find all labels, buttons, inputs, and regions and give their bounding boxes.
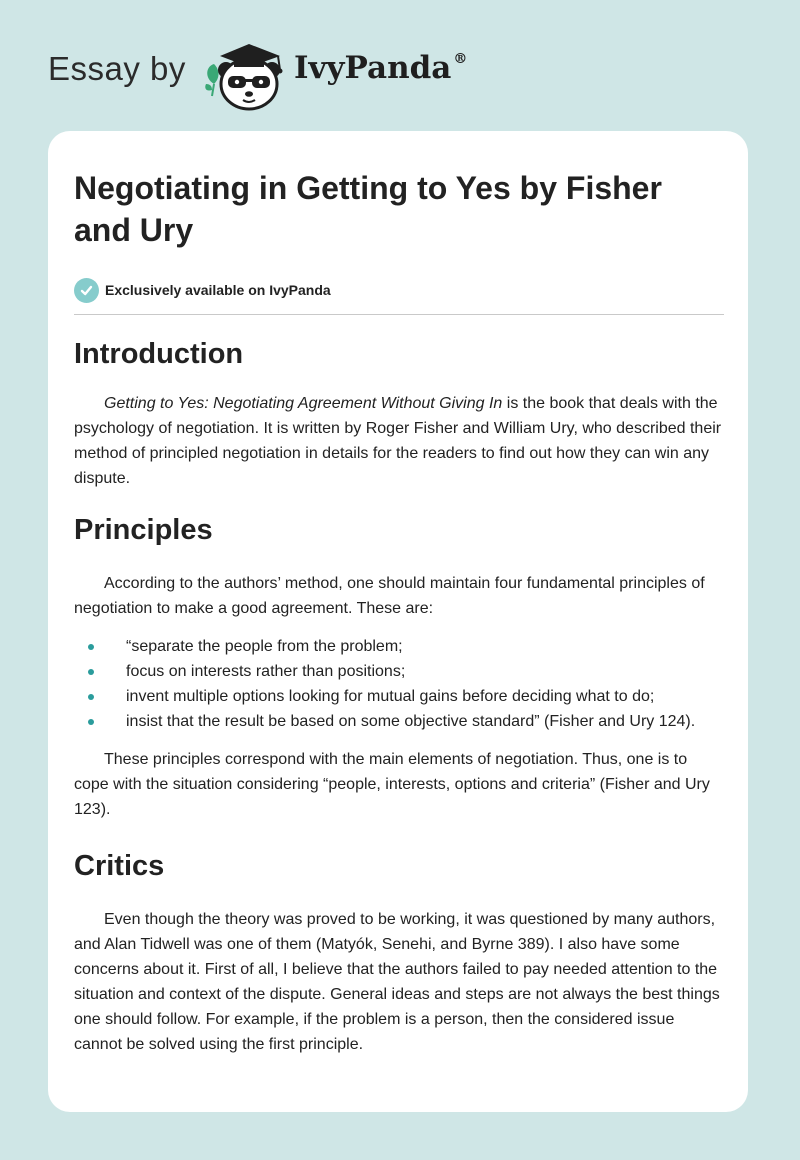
check-icon	[74, 278, 99, 303]
heading-introduction: Introduction	[74, 338, 244, 370]
title-divider	[74, 314, 724, 315]
heading-critics: Critics	[74, 850, 165, 882]
list-item-text: invent multiple options looking for mutual gains before deciding what to do;	[126, 688, 655, 705]
heading-principles: Principles	[74, 514, 213, 546]
exclusive-badge	[74, 277, 724, 303]
introduction-paragraph	[74, 391, 724, 491]
essay-content	[74, 167, 724, 1057]
panda-logo-icon[interactable]	[200, 34, 292, 114]
list-item	[74, 709, 724, 734]
essay-title: Negotiating in Getting to Yes by Fisher and Ury	[74, 170, 662, 248]
list-item	[74, 634, 724, 659]
book-title: Getting to Yes: Negotiating Agreement Without Giving In	[104, 395, 503, 412]
essay-by-label: Essay by	[48, 50, 186, 87]
introduction-text: is the book that deals with the psychology of negotiation. It is written by Roger Fisher and William Ury, who described their method of principled negotiation in details for the readers to find out how they can win any dispute.	[74, 395, 722, 487]
list-item-text: focus on interests rather than positions;	[126, 663, 406, 680]
brand-text: IvyPanda	[294, 50, 452, 86]
list-item-text: insist that the result be based on some objective standard” (Fisher and Ury 124).	[126, 713, 696, 730]
site-header	[0, 0, 800, 120]
principles-followup: These principles correspond with the main elements of negotiation. Thus, one is to cope with the situation considering “people, interests, options and criteria” (Fisher and Ury 123).	[74, 751, 710, 818]
bullet-icon	[88, 644, 94, 650]
bullet-icon	[88, 719, 94, 725]
brand-name[interactable]	[294, 50, 467, 86]
list-item	[74, 659, 724, 684]
list-item	[74, 684, 724, 709]
registered-mark: ®	[453, 50, 468, 67]
critics-paragraph: Even though the theory was proved to be working, it was questioned by many authors, and Alan Tidwell was one of them (Matyók, Senehi, and Byrne 389). I also have some concerns about it. First of all, I believe that the authors failed to pay needed attention to the situation and context of the dispute. General ideas and steps are not always the best things one should follow. For example, if the problem is a person, then the considered issue cannot be solved using the first principle.	[74, 911, 720, 1053]
bullet-icon	[88, 694, 94, 700]
bullet-icon	[88, 669, 94, 675]
list-item-text: “separate the people from the problem;	[126, 638, 403, 655]
exclusive-label: Exclusively available on IvyPanda	[105, 282, 331, 298]
principles-list	[74, 634, 724, 734]
principles-intro: According to the authors’ method, one should maintain four fundamental principles of negotiation to make a good agreement. These are:	[74, 575, 705, 617]
essay-card	[48, 131, 748, 1112]
